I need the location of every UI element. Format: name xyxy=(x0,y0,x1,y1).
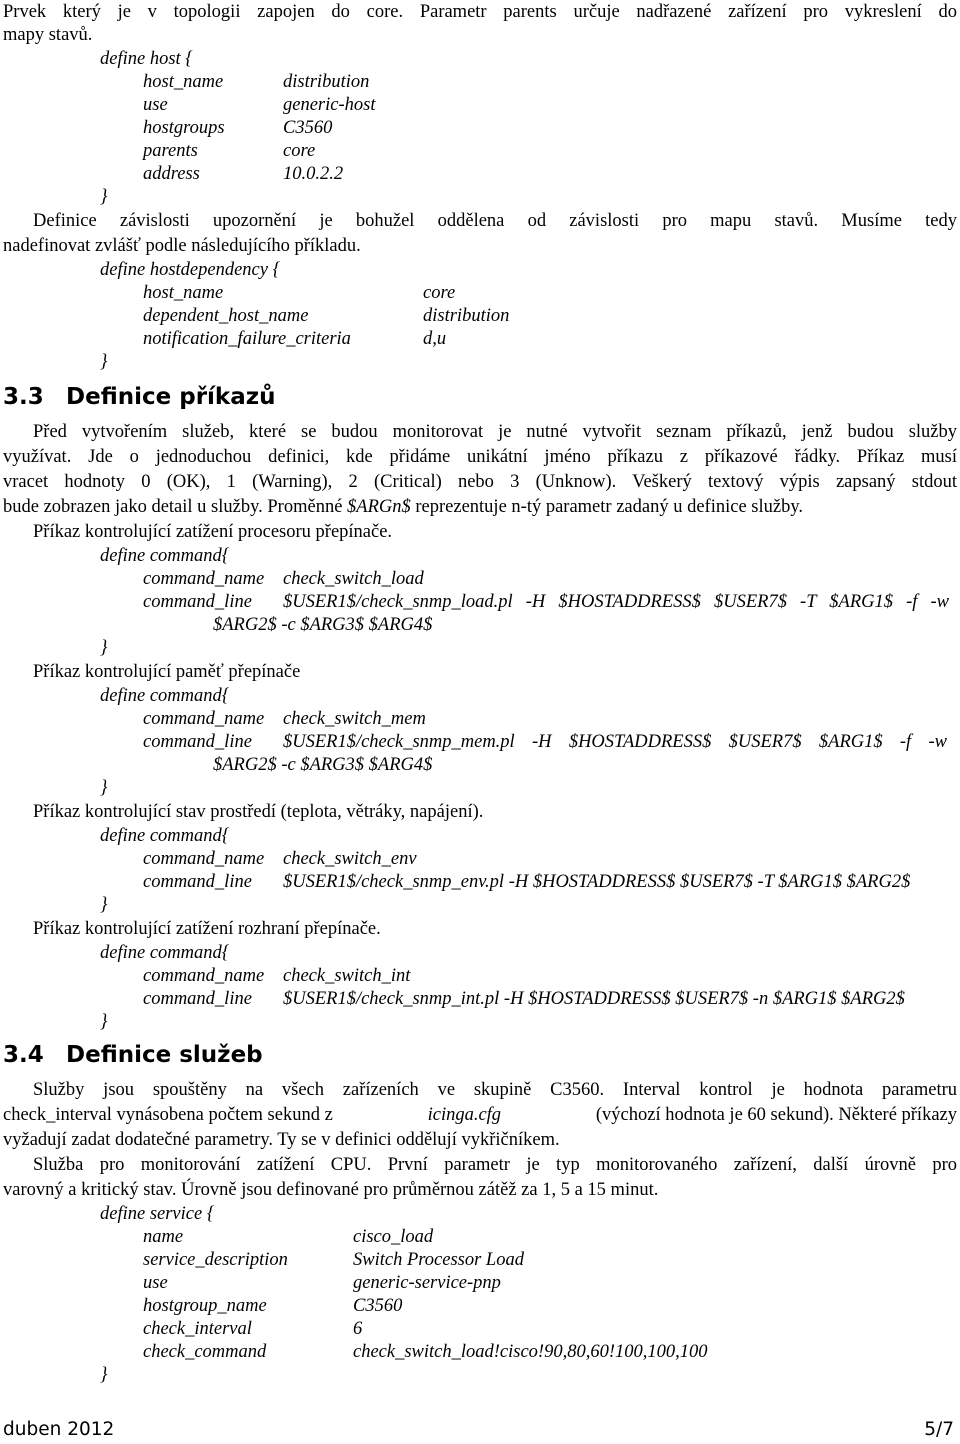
service-def-close: } xyxy=(100,1365,108,1385)
dependency-def-key: host_name xyxy=(143,283,224,303)
text-run: check_interval vynásobena počtem sekund z xyxy=(3,1105,333,1125)
service-def-value: check_switch_load!cisco!90,80,60!100,100,100 xyxy=(353,1342,708,1362)
dependency-text-line-1: Definice závislosti upozornění je bohužel oddělena od závislosti pro mapu stavů. Musíme tedy xyxy=(33,211,957,231)
section-3-3-text-line-4 xyxy=(3,496,957,519)
section-3-4-text-line-3: vyžadují zadat dodatečné parametry. Ty se v definici oddělují vykřičníkem. xyxy=(3,1130,560,1150)
service-def-key: use xyxy=(143,1273,168,1293)
command-line-value: $USER1$/check_snmp_env.pl -H $HOSTADDRESS$ $USER7$ -T $ARG1$ $ARG2$ xyxy=(283,872,911,892)
service-def-value: 6 xyxy=(353,1319,363,1339)
host-def-key: use xyxy=(143,95,168,115)
host-def-key: host_name xyxy=(143,72,224,92)
command-line-value: $USER1$/check_snmp_int.pl -H $HOSTADDRESS$ $USER7$ -n $ARG1$ $ARG2$ xyxy=(283,989,905,1009)
command-name-key: command_name xyxy=(143,966,265,986)
text-run: reprezentuje n-tý parametr zadaný u definice služby. xyxy=(415,497,803,517)
service-def-key: check_command xyxy=(143,1342,267,1362)
command-line-key: command_line xyxy=(143,989,252,1009)
dependency-def-key: notification_failure_criteria xyxy=(143,329,351,349)
command-cpu-description: Příkaz kontrolující zatížení procesoru přepínače. xyxy=(33,522,393,542)
command-line-key: command_line xyxy=(143,732,252,752)
section-heading-3-4 xyxy=(3,1041,263,1069)
service-def-value: C3560 xyxy=(353,1296,403,1316)
file-name: icinga.cfg xyxy=(427,1105,502,1125)
command-name-key: command_name xyxy=(143,569,265,589)
dependency-def-value: d,u xyxy=(423,329,447,349)
service-def-key: hostgroup_name xyxy=(143,1296,267,1316)
command-cpu-open: define command{ xyxy=(100,546,230,566)
footer-page-number: 5/7 xyxy=(924,1419,954,1440)
service-def-open: define service { xyxy=(100,1204,215,1224)
host-def-value: 10.0.2.2 xyxy=(283,164,344,184)
command-name-key: command_name xyxy=(143,849,265,869)
text-run: (výchozí hodnota je 60 sekund). Některé příkazy xyxy=(595,1105,957,1125)
command-mem-description: Příkaz kontrolující paměť přepínače xyxy=(33,662,301,682)
command-env-close: } xyxy=(100,895,108,915)
host-def-key: hostgroups xyxy=(143,118,225,138)
command-cpu-close: } xyxy=(100,638,108,658)
command-env-description: Příkaz kontrolující stav prostředí (teplota, větráky, napájení). xyxy=(33,802,484,822)
service-def-key: name xyxy=(143,1227,184,1247)
host-def-key: parents xyxy=(143,141,198,161)
text-run: Proměnné xyxy=(267,497,343,517)
command-line-continuation: $ARG2$ -c $ARG3$ $ARG4$ xyxy=(213,755,433,775)
section-number: 3.4 xyxy=(3,1042,44,1068)
command-name-key: command_name xyxy=(143,709,265,729)
dependency-def-open: define hostdependency { xyxy=(100,260,280,280)
section-title: Definice příkazů xyxy=(66,384,276,410)
section-3-3-text-line-2: využívat. Jde o jednoduchou definici, kde přidáme unikátní jméno příkazu z příkazové řádky. Příkaz musí xyxy=(3,447,957,467)
service-def-value: Switch Processor Load xyxy=(353,1250,524,1270)
footer-date: duben 2012 xyxy=(3,1419,115,1440)
command-name-value: check_switch_mem xyxy=(283,709,426,729)
host-def-value: generic-host xyxy=(283,95,376,115)
service-def-key: service_description xyxy=(143,1250,288,1270)
command-env-open: define command{ xyxy=(100,826,230,846)
section-3-4-text-line-2 xyxy=(3,1104,957,1127)
section-3-4-text-line-4: Služba pro monitorování zatížení CPU. První parametr je typ monitorovaného zařízení, další úrovně pro xyxy=(33,1155,957,1175)
command-name-value: check_switch_int xyxy=(283,966,411,986)
service-def-value: cisco_load xyxy=(353,1227,434,1247)
command-line-continuation: $ARG2$ -c $ARG3$ $ARG4$ xyxy=(213,615,433,635)
command-line-value: $USER1$/check_snmp_mem.pl -H $HOSTADDRESS$ $USER7$ $ARG1$ -f -w xyxy=(283,732,947,752)
host-def-open: define host { xyxy=(100,49,193,69)
section-title: Definice služeb xyxy=(66,1042,263,1068)
command-line-key: command_line xyxy=(143,592,252,612)
section-number: 3.3 xyxy=(3,384,44,410)
host-def-value: distribution xyxy=(283,72,370,92)
command-name-value: check_switch_load xyxy=(283,569,424,589)
dependency-def-close: } xyxy=(100,352,108,372)
command-line-key: command_line xyxy=(143,872,252,892)
command-mem-close: } xyxy=(100,778,108,798)
variable-name: $ARGn$ xyxy=(347,497,411,517)
command-int-description: Příkaz kontrolující zatížení rozhraní přepínače. xyxy=(33,919,381,939)
command-mem-open: define command{ xyxy=(100,686,230,706)
host-def-value: C3560 xyxy=(283,118,333,138)
dependency-text-line-2: nadefinovat zvlášť podle následujícího příkladu. xyxy=(3,236,361,256)
intro-line-1: Prvek který je v topologii zapojen do core. Parametr parents určuje nadřazené zařízení pro vykreslení do xyxy=(3,2,957,22)
service-def-key: check_interval xyxy=(143,1319,252,1339)
section-3-4-text-line-5: varovný a kritický stav. Úrovně jsou definované pro průměrnou zátěž za 1, 5 a 15 minut. xyxy=(3,1180,659,1200)
host-def-key: address xyxy=(143,164,200,184)
host-def-close: } xyxy=(100,187,108,207)
text-run: bude zobrazen jako detail u služby. xyxy=(3,497,263,517)
command-int-open: define command{ xyxy=(100,943,230,963)
dependency-def-value: distribution xyxy=(423,306,510,326)
section-3-4-text-line-1: Služby jsou spouštěny na všech zařízeních ve skupině C3560. Interval kontrol je hodnota parametru xyxy=(33,1080,957,1100)
host-def-value: core xyxy=(283,141,316,161)
service-def-value: generic-service-pnp xyxy=(353,1273,501,1293)
section-heading-3-3 xyxy=(3,383,276,411)
command-line-value: $USER1$/check_snmp_load.pl -H $HOSTADDRESS$ $USER7$ -T $ARG1$ -f -w xyxy=(283,592,949,612)
section-3-3-text-line-3: vracet hodnoty 0 (OK), 1 (Warning), 2 (Critical) nebo 3 (Unknow). Veškerý textový výpis zapsaný stdout xyxy=(3,472,957,492)
command-name-value: check_switch_env xyxy=(283,849,417,869)
intro-line-2: mapy stavů. xyxy=(3,25,93,45)
section-3-3-text-line-1: Před vytvořením služeb, které se budou monitorovat je nutné vytvořit seznam příkazů, jenž budou služby xyxy=(33,422,957,442)
dependency-def-value: core xyxy=(423,283,456,303)
dependency-def-key: dependent_host_name xyxy=(143,306,309,326)
command-int-close: } xyxy=(100,1012,108,1032)
